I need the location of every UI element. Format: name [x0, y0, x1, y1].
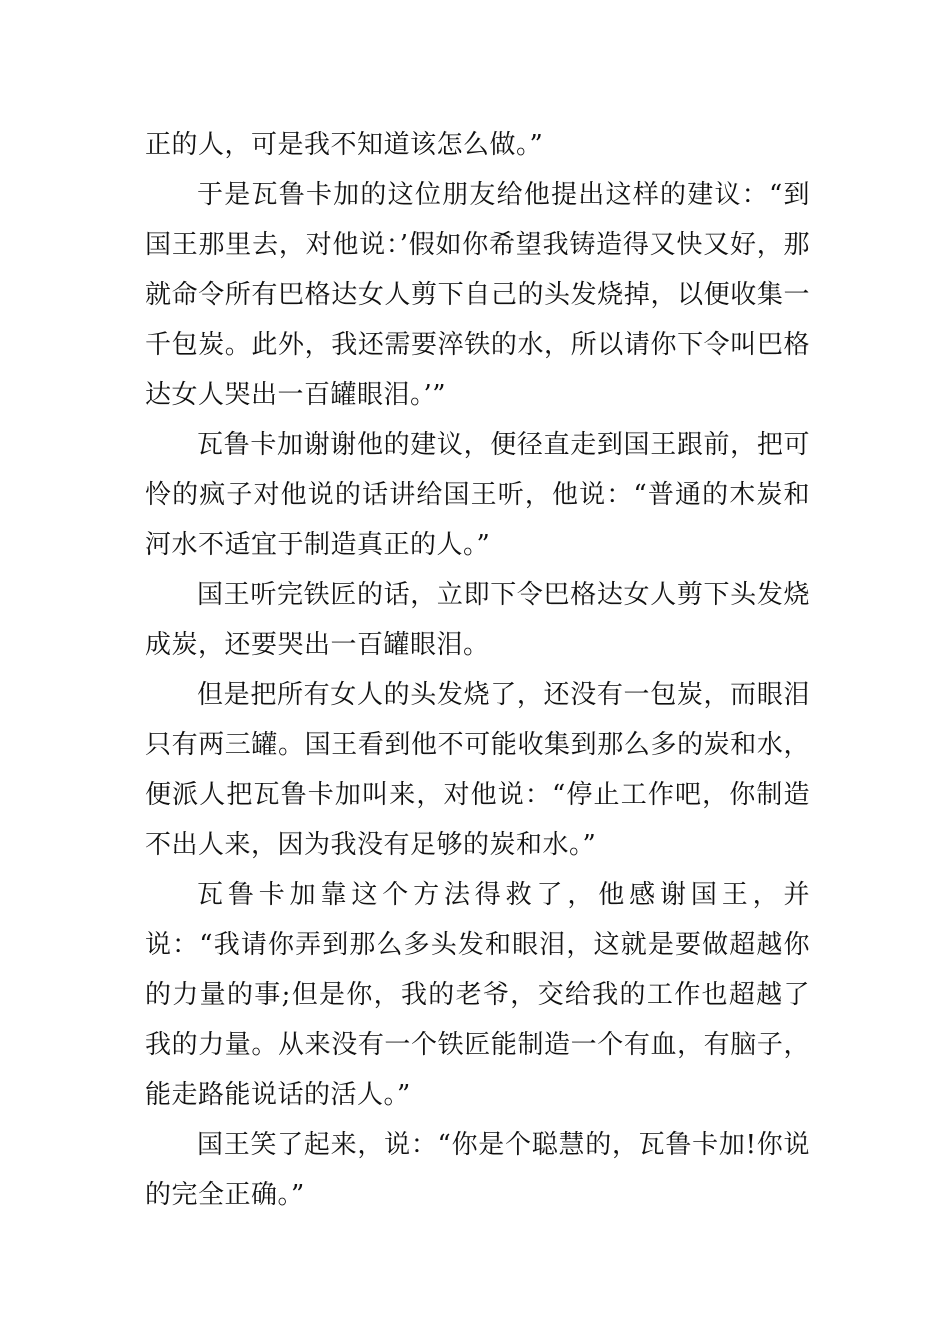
paragraph-king-laughs: 国王笑了起来，说：“你是个聪慧的，瓦鲁卡加!你说的完全正确。”: [145, 1130, 810, 1210]
paragraph-friend-advice: 于是瓦鲁卡加的这位朋友给他提出这样的建议：“到国王那里去，对他说：’假如你希望我铸造得又快又好，那就命令所有巴格达女人剪下自己的头发烧掉，以便收集一千包炭。此外，我还需要淬铁的水，所以请你下令叫巴格达女人哭出一百罐眼泪。’”: [145, 180, 810, 410]
paragraph-goes-to-king: 瓦鲁卡加谢谢他的建议，便径直走到国王跟前，把可怜的疯子对他说的话讲给国王听，他说：“普通的木炭和河水不适宜于制造真正的人。”: [145, 430, 810, 560]
paragraph-continuation: 正的人，可是我不知道该怎么做。”: [145, 130, 544, 160]
paragraph-saved: 瓦鲁卡加靠这个方法得救了，他感谢国王，并说：“我请你弄到那么多头发和眼泪，这就是要做超越你的力量的事;但是你，我的老爷，交给我的工作也超越了我的力量。从来没有一个铁匠能制造一个有血，有脑子，能走路能说话的活人。”: [145, 880, 810, 1110]
paragraph-king-orders: 国王听完铁匠的话，立即下令巴格达女人剪下头发烧成炭，还要哭出一百罐眼泪。: [145, 580, 810, 660]
paragraph-insufficient: 但是把所有女人的头发烧了，还没有一包炭，而眼泪只有两三罐。国王看到他不可能收集到那么多的炭和水，便派人把瓦鲁卡加叫来，对他说：“停止工作吧，你制造不出人来，因为我没有足够的炭和水。”: [145, 680, 810, 860]
document-body: [145, 120, 810, 1220]
